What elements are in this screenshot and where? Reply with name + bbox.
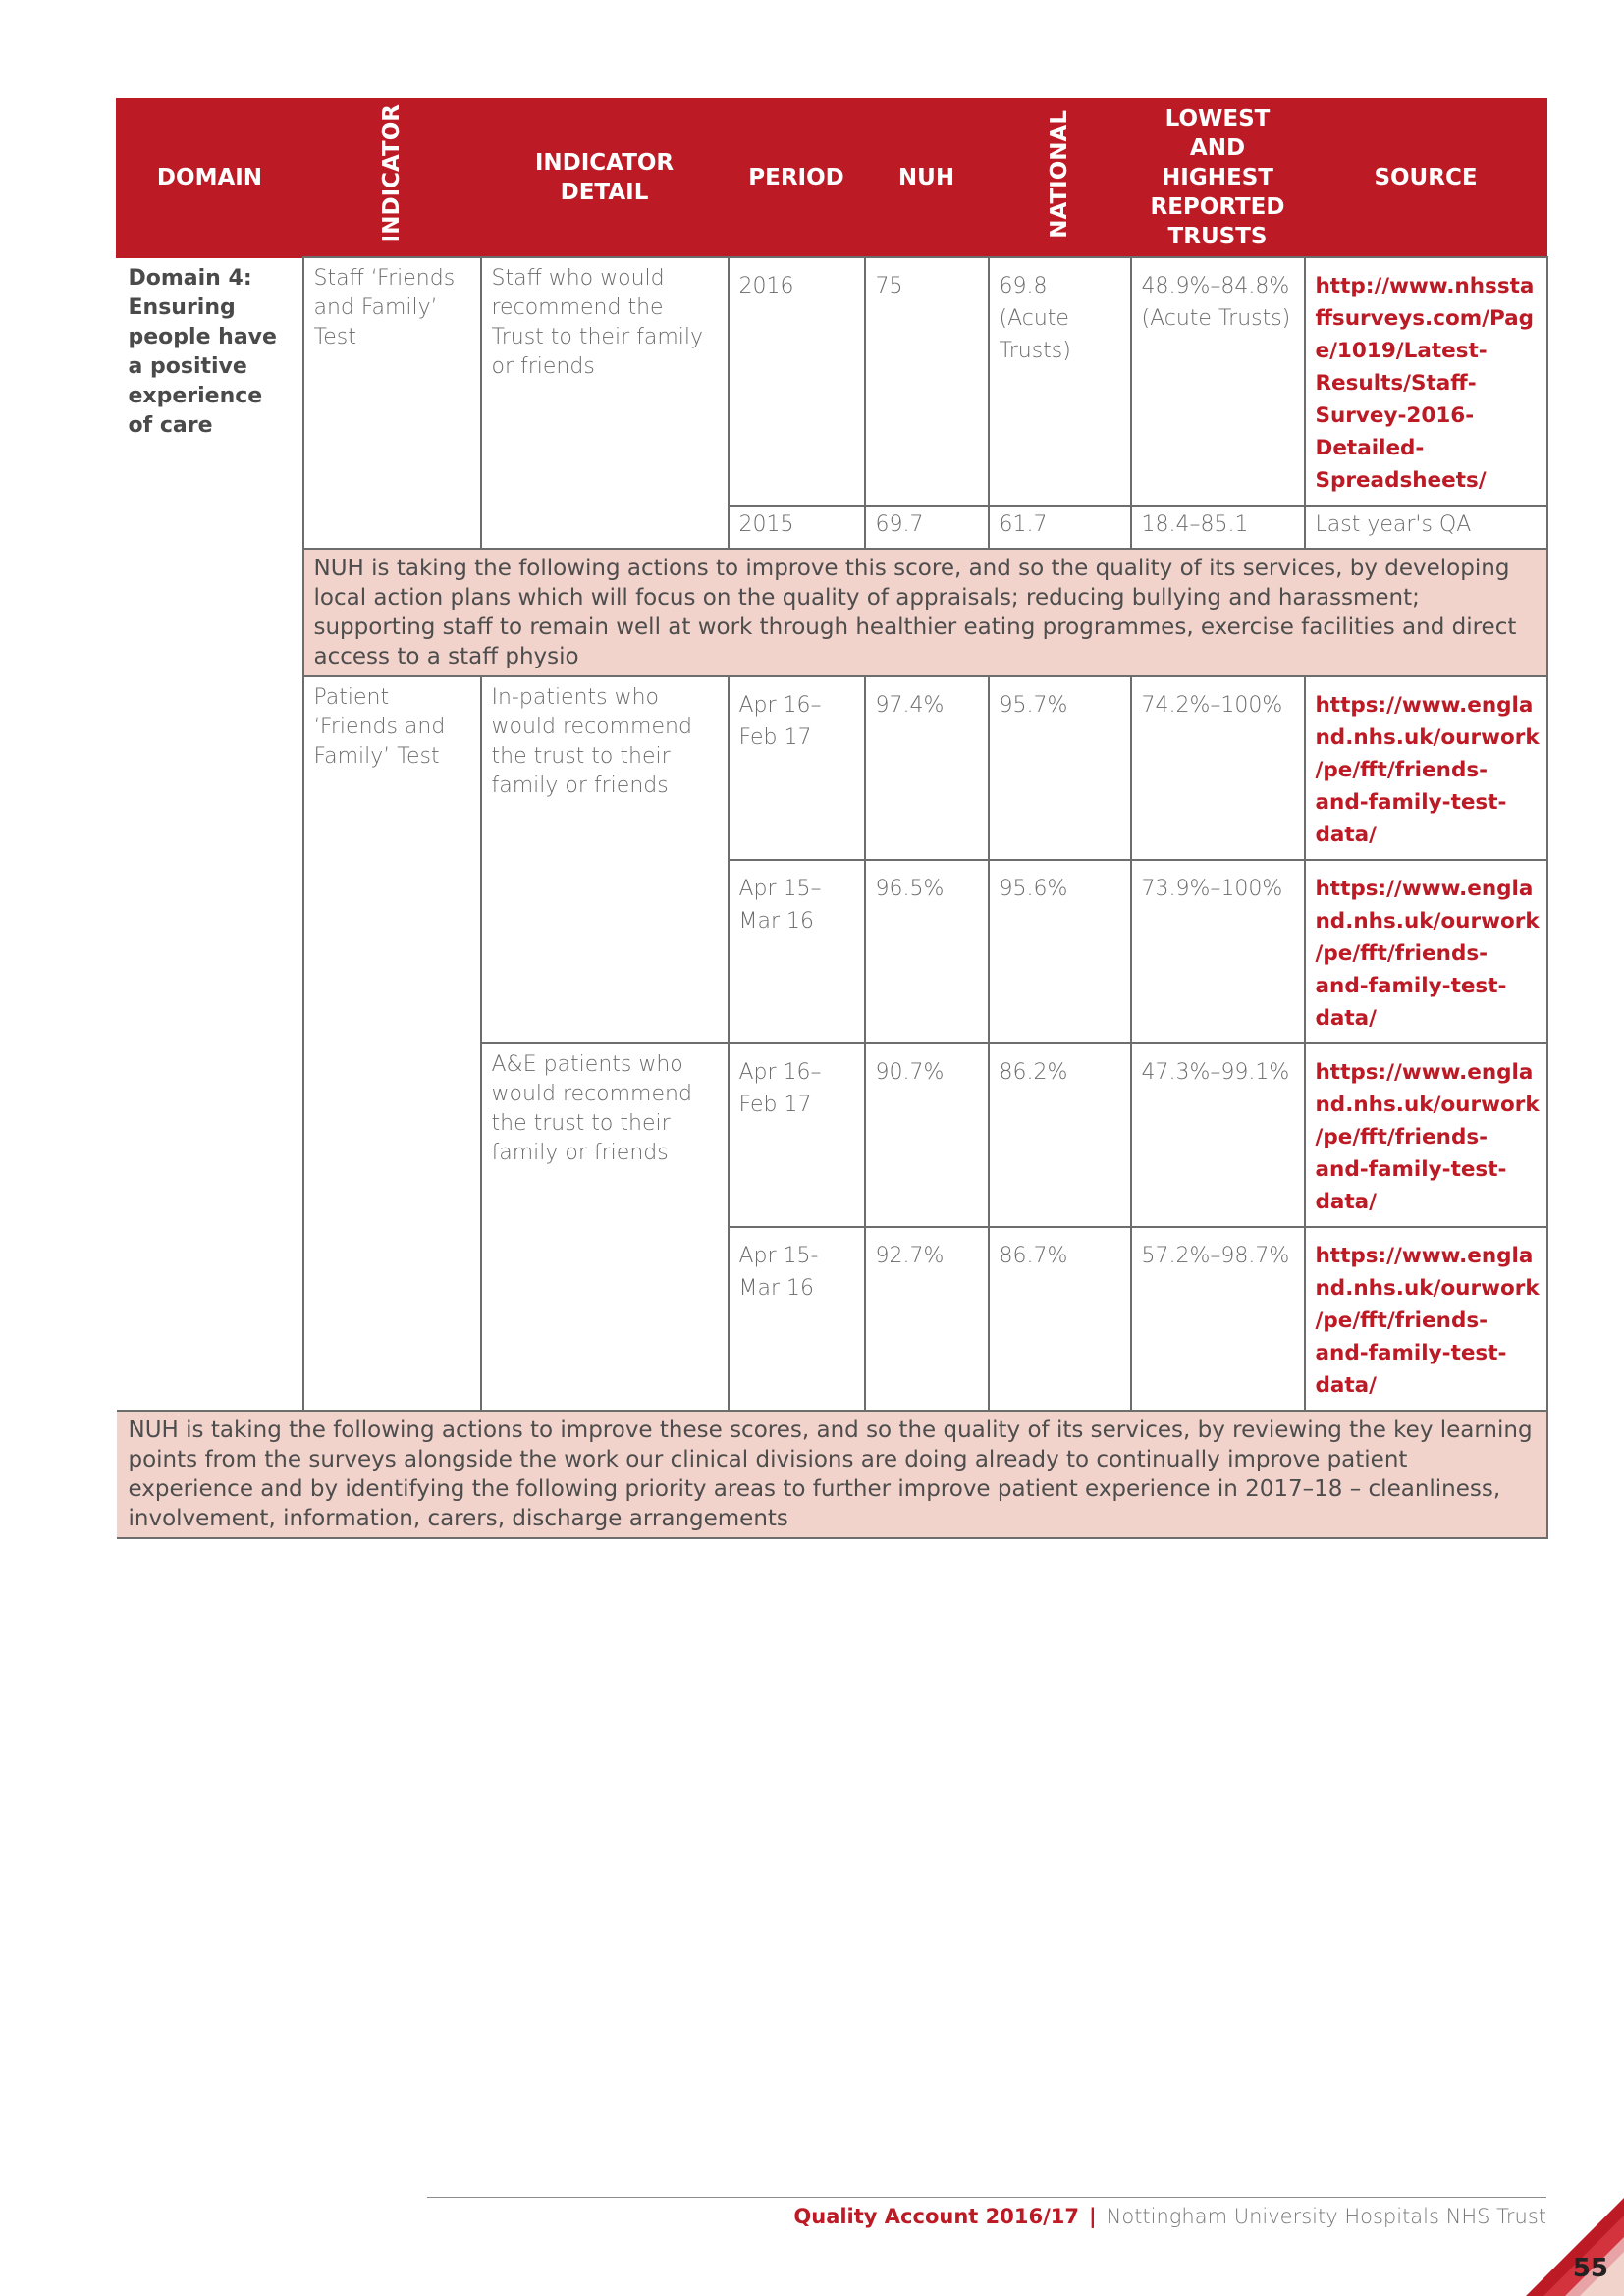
header-nuh: NUH <box>865 99 989 258</box>
footer <box>793 2205 1546 2228</box>
period-cell: 2015 <box>729 506 865 549</box>
nuh-cell: 92.7% <box>865 1227 989 1411</box>
source-link[interactable]: http://www.nhsstaffsurveys.com/Page/1019/Latest-Results/Staff-Survey-2016-Detailed-Spreadsheets/ <box>1305 257 1547 506</box>
range-cell: 73.9%–100% <box>1131 860 1305 1043</box>
source-link[interactable]: https://www.england.nhs.uk/ourwork/pe/fft/friends-and-family-test-data/ <box>1305 1227 1547 1411</box>
nuh-cell: 90.7% <box>865 1043 989 1227</box>
header-indicator-detail: INDICATOR DETAIL <box>481 99 729 258</box>
national-cell: 95.7% <box>989 676 1131 860</box>
indicator-cell: Staff ‘Friends and Family’ Test <box>303 257 481 549</box>
header-lowest-highest: LOWEST AND HIGHEST REPORTED TRUSTS <box>1131 99 1305 258</box>
footer-divider <box>427 2197 1546 2198</box>
indicator-detail-cell: A&E patients who would recommend the trust to their family or friends <box>481 1043 729 1411</box>
range-cell: 47.3%–99.1% <box>1131 1043 1305 1227</box>
national-cell: 69.8 (Acute Trusts) <box>989 257 1131 506</box>
header-national <box>989 99 1131 258</box>
national-cell: 95.6% <box>989 860 1131 1043</box>
patient-action-note: NUH is taking the following actions to improve these scores, and so the quality of its services, by reviewing the key learning points from the surveys alongside the work our clinical divisions are doing already to continually improve patient experience and by identifying the following priority areas to further improve patient experience in 2017–18 – cleanliness, involvement, information, carers, discharge arrangements <box>117 1411 1547 1538</box>
header-indicator-label: INDICATOR <box>379 104 405 243</box>
range-cell: 74.2%–100% <box>1131 676 1305 860</box>
period-cell: Apr 15–Mar 16 <box>729 860 865 1043</box>
quality-indicators-table <box>116 98 1548 1539</box>
nuh-cell: 69.7 <box>865 506 989 549</box>
footer-separator: | <box>1088 2205 1097 2228</box>
range-cell: 57.2%–98.7% <box>1131 1227 1305 1411</box>
page-number: 55 <box>1572 2254 1608 2283</box>
range-cell: 48.9%–84.8% (Acute Trusts) <box>1131 257 1305 506</box>
indicator-cell: Patient ‘Friends and Family’ Test <box>303 676 481 1411</box>
source-link[interactable]: https://www.england.nhs.uk/ourwork/pe/fft/friends-and-family-test-data/ <box>1305 1043 1547 1227</box>
table-row <box>117 257 1547 506</box>
header-national-label: NATIONAL <box>1047 109 1072 239</box>
table-row-note <box>117 1411 1547 1538</box>
nuh-cell: 97.4% <box>865 676 989 860</box>
staff-action-note: NUH is taking the following actions to improve this score, and so the quality of its services, by developing local action plans which will focus on the quality of appraisals; reducing bullying and harassment; supporting staff to remain well at work through healthier eating programmes, exercise facilities and direct access to a staff physio <box>303 549 1547 676</box>
indicator-detail-cell: Staff who would recommend the Trust to their family or friends <box>481 257 729 549</box>
table-row-note <box>117 549 1547 676</box>
nuh-cell: 75 <box>865 257 989 506</box>
domain-cell: Domain 4: Ensuring people have a positive experience of care <box>117 257 303 676</box>
period-cell: 2016 <box>729 257 865 506</box>
national-cell: 86.7% <box>989 1227 1131 1411</box>
header-indicator <box>303 99 481 258</box>
national-cell: 86.2% <box>989 1043 1131 1227</box>
domain-cell-empty <box>117 676 303 1411</box>
source-cell: Last year's QA <box>1305 506 1547 549</box>
header-source: SOURCE <box>1305 99 1547 258</box>
national-cell: 61.7 <box>989 506 1131 549</box>
footer-report-title: Quality Account 2016/17 <box>793 2205 1079 2228</box>
period-cell: Apr 16–Feb 17 <box>729 1043 865 1227</box>
table-row <box>117 676 1547 860</box>
header-period: PERIOD <box>729 99 865 258</box>
source-link[interactable]: https://www.england.nhs.uk/ourwork/pe/fft/friends-and-family-test-data/ <box>1305 860 1547 1043</box>
header-domain: DOMAIN <box>117 99 303 258</box>
period-cell: Apr 15-Mar 16 <box>729 1227 865 1411</box>
indicator-detail-cell: In-patients who would recommend the trust to their family or friends <box>481 676 729 1043</box>
footer-organisation: Nottingham University Hospitals NHS Trust <box>1106 2205 1546 2228</box>
nuh-cell: 96.5% <box>865 860 989 1043</box>
period-cell: Apr 16–Feb 17 <box>729 676 865 860</box>
table-header-row <box>117 99 1547 258</box>
source-link[interactable]: https://www.england.nhs.uk/ourwork/pe/fft/friends-and-family-test-data/ <box>1305 676 1547 860</box>
range-cell: 18.4–85.1 <box>1131 506 1305 549</box>
